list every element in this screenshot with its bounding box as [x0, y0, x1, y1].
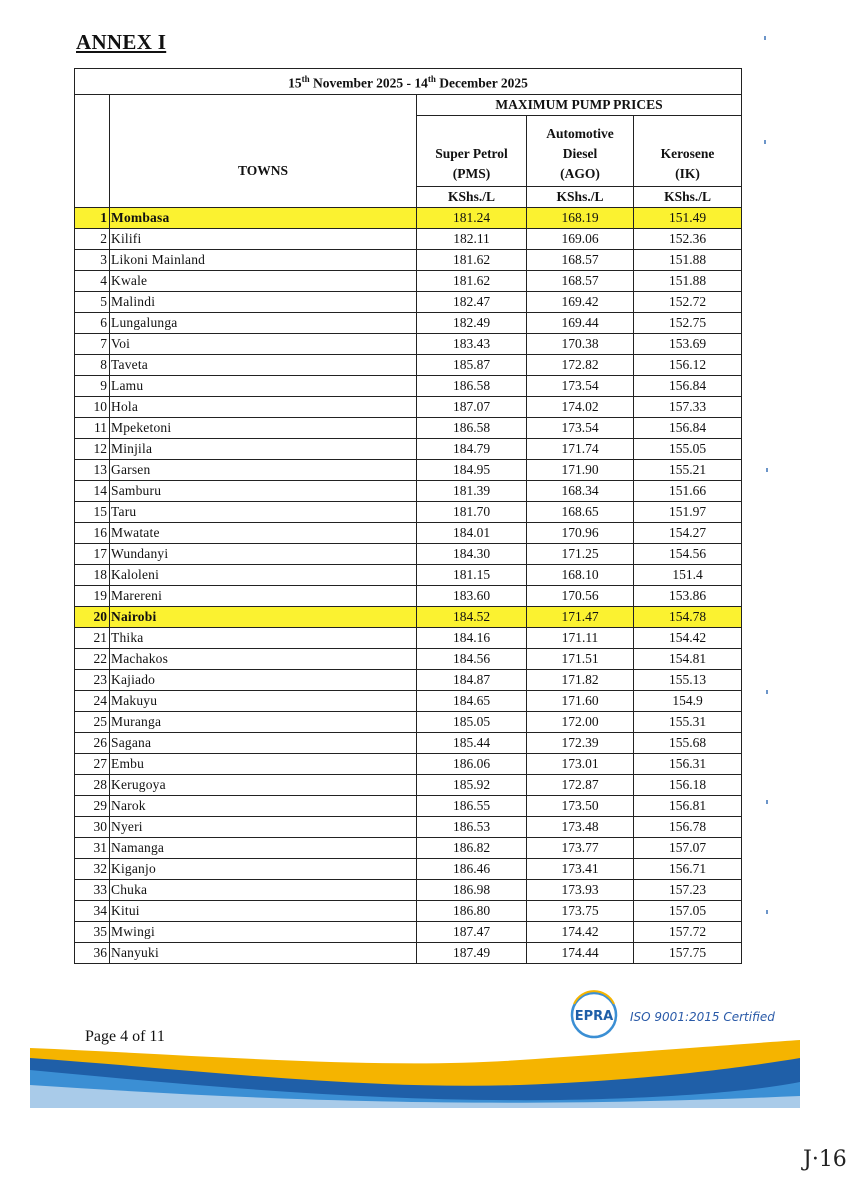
row-number: 32: [75, 858, 110, 879]
pms-price: 182.47: [417, 291, 527, 312]
pms-price: 184.65: [417, 690, 527, 711]
pms-price: 183.43: [417, 333, 527, 354]
ago-price: 174.02: [527, 396, 634, 417]
row-number: 26: [75, 732, 110, 753]
pms-price: 184.30: [417, 543, 527, 564]
table-row: [75, 585, 742, 606]
town-name: Sagana: [110, 732, 417, 753]
town-name: Taveta: [110, 354, 417, 375]
ago-price: 172.39: [527, 732, 634, 753]
ik-price: 151.4: [634, 564, 742, 585]
pms-price: 186.82: [417, 837, 527, 858]
table-row: [75, 249, 742, 270]
unit-label: KShs./L: [634, 186, 742, 207]
ik-price: 154.81: [634, 648, 742, 669]
pms-price: 186.58: [417, 375, 527, 396]
max-pump-prices-header: MAXIMUM PUMP PRICES: [417, 94, 742, 115]
table-row: [75, 753, 742, 774]
row-number: 7: [75, 333, 110, 354]
ik-price: 156.71: [634, 858, 742, 879]
ik-price: 154.9: [634, 690, 742, 711]
town-name: Kajiado: [110, 669, 417, 690]
town-name: Kaloleni: [110, 564, 417, 585]
ago-price: 171.90: [527, 459, 634, 480]
table-row: [75, 858, 742, 879]
ik-price: 157.33: [634, 396, 742, 417]
table-row: [75, 480, 742, 501]
handwritten-mark: J·16: [803, 1147, 847, 1172]
table-row: [75, 438, 742, 459]
pms-price: 186.46: [417, 858, 527, 879]
ago-price: 173.41: [527, 858, 634, 879]
row-number: 4: [75, 270, 110, 291]
town-name: Lamu: [110, 375, 417, 396]
pms-price: 187.07: [417, 396, 527, 417]
ik-price: 151.66: [634, 480, 742, 501]
row-number: 12: [75, 438, 110, 459]
pms-price: 187.49: [417, 942, 527, 963]
pms-price: 186.06: [417, 753, 527, 774]
pms-price: 181.24: [417, 207, 527, 228]
ago-price: 169.42: [527, 291, 634, 312]
pms-price: 184.79: [417, 438, 527, 459]
town-name: Kiganjo: [110, 858, 417, 879]
table-row: [75, 207, 742, 228]
pms-price: 186.53: [417, 816, 527, 837]
town-name: Machakos: [110, 648, 417, 669]
iso-certification: ISO 9001:2015 Certified: [630, 1010, 775, 1024]
town-name: Nyeri: [110, 816, 417, 837]
pms-price: 182.49: [417, 312, 527, 333]
table-row: [75, 816, 742, 837]
ago-price: 171.74: [527, 438, 634, 459]
table-row: [75, 459, 742, 480]
town-name: Taru: [110, 501, 417, 522]
super-petrol-header: Super Petrol (PMS): [417, 115, 527, 186]
table-row: [75, 564, 742, 585]
town-name: Garsen: [110, 459, 417, 480]
row-number: 16: [75, 522, 110, 543]
ago-price: 171.60: [527, 690, 634, 711]
scan-speck: [766, 468, 768, 472]
row-number: 9: [75, 375, 110, 396]
town-name: Mwingi: [110, 921, 417, 942]
table-row: [75, 711, 742, 732]
pms-price: 183.60: [417, 585, 527, 606]
row-number: 29: [75, 795, 110, 816]
pms-price: 186.98: [417, 879, 527, 900]
ik-price: 157.07: [634, 837, 742, 858]
row-number: 24: [75, 690, 110, 711]
ik-price: 156.12: [634, 354, 742, 375]
town-name: Likoni Mainland: [110, 249, 417, 270]
pms-price: 184.01: [417, 522, 527, 543]
pms-price: 181.62: [417, 249, 527, 270]
ago-price: 174.44: [527, 942, 634, 963]
town-name: Kilifi: [110, 228, 417, 249]
town-name: Namanga: [110, 837, 417, 858]
town-name: Nairobi: [110, 606, 417, 627]
town-name: Voi: [110, 333, 417, 354]
town-name: Malindi: [110, 291, 417, 312]
scan-speck: [766, 690, 768, 694]
table-row: [75, 312, 742, 333]
ago-price: 173.01: [527, 753, 634, 774]
ago-price: 173.75: [527, 900, 634, 921]
ik-price: 155.68: [634, 732, 742, 753]
logo-text: EPRA: [574, 1009, 614, 1024]
table-period-header: 15th November 2025 - 14th December 2025: [75, 69, 742, 95]
town-name: Lungalunga: [110, 312, 417, 333]
table-row: [75, 690, 742, 711]
diesel-header: Automotive Diesel (AGO): [527, 115, 634, 186]
table-row: [75, 333, 742, 354]
table-row: [75, 942, 742, 963]
table-row: [75, 543, 742, 564]
ago-price: 173.50: [527, 795, 634, 816]
table-row: [75, 879, 742, 900]
table-row: [75, 627, 742, 648]
scan-speck: [764, 140, 766, 144]
unit-label: KShs./L: [527, 186, 634, 207]
row-number: 17: [75, 543, 110, 564]
table-row: [75, 900, 742, 921]
ik-price: 156.31: [634, 753, 742, 774]
town-name: Kitui: [110, 900, 417, 921]
pms-price: 181.15: [417, 564, 527, 585]
table-row: [75, 795, 742, 816]
ik-price: 155.05: [634, 438, 742, 459]
ago-price: 168.57: [527, 249, 634, 270]
town-name: Mombasa: [110, 207, 417, 228]
ik-price: 152.36: [634, 228, 742, 249]
ago-price: 168.65: [527, 501, 634, 522]
row-number: 1: [75, 207, 110, 228]
page-number: Page 4 of 11: [85, 1028, 165, 1045]
scan-speck: [766, 800, 768, 804]
ago-price: 169.06: [527, 228, 634, 249]
ago-price: 174.42: [527, 921, 634, 942]
ago-price: 173.54: [527, 417, 634, 438]
row-number: 27: [75, 753, 110, 774]
ik-price: 155.13: [634, 669, 742, 690]
ik-price: 151.49: [634, 207, 742, 228]
ik-price: 156.84: [634, 375, 742, 396]
ago-price: 170.56: [527, 585, 634, 606]
row-number: 34: [75, 900, 110, 921]
row-number: 22: [75, 648, 110, 669]
row-number: 25: [75, 711, 110, 732]
ago-price: 171.51: [527, 648, 634, 669]
table-row: [75, 732, 742, 753]
town-name: Minjila: [110, 438, 417, 459]
ago-price: 170.96: [527, 522, 634, 543]
ik-price: 156.81: [634, 795, 742, 816]
pms-price: 187.47: [417, 921, 527, 942]
pms-price: 186.80: [417, 900, 527, 921]
ik-price: 156.84: [634, 417, 742, 438]
ik-price: 154.78: [634, 606, 742, 627]
ik-price: 154.56: [634, 543, 742, 564]
table-row: [75, 228, 742, 249]
row-number: 11: [75, 417, 110, 438]
row-number: 33: [75, 879, 110, 900]
kerosene-header: Kerosene (IK): [634, 115, 742, 186]
pms-price: 186.58: [417, 417, 527, 438]
ago-price: 169.44: [527, 312, 634, 333]
pms-price: 181.39: [417, 480, 527, 501]
pms-price: 184.16: [417, 627, 527, 648]
pump-prices-table: [74, 68, 742, 964]
ago-price: 173.48: [527, 816, 634, 837]
town-name: Mwatate: [110, 522, 417, 543]
number-column-header: [75, 94, 110, 207]
ik-price: 151.88: [634, 270, 742, 291]
row-number: 14: [75, 480, 110, 501]
ik-price: 157.05: [634, 900, 742, 921]
table-row: [75, 501, 742, 522]
scan-speck: [764, 36, 766, 40]
town-name: Mpeketoni: [110, 417, 417, 438]
ik-price: 157.23: [634, 879, 742, 900]
ago-price: 172.82: [527, 354, 634, 375]
ik-price: 156.78: [634, 816, 742, 837]
ago-price: 172.00: [527, 711, 634, 732]
row-number: 15: [75, 501, 110, 522]
row-number: 5: [75, 291, 110, 312]
row-number: 10: [75, 396, 110, 417]
town-name: Thika: [110, 627, 417, 648]
ik-price: 154.27: [634, 522, 742, 543]
ago-price: 168.19: [527, 207, 634, 228]
ago-price: 171.25: [527, 543, 634, 564]
annex-title: ANNEX I: [76, 30, 167, 54]
ik-price: 155.21: [634, 459, 742, 480]
row-number: 18: [75, 564, 110, 585]
row-number: 13: [75, 459, 110, 480]
table-row: [75, 417, 742, 438]
table-row: [75, 270, 742, 291]
ago-price: 171.82: [527, 669, 634, 690]
ik-price: 151.88: [634, 249, 742, 270]
town-name: Makuyu: [110, 690, 417, 711]
row-number: 20: [75, 606, 110, 627]
table-row: [75, 354, 742, 375]
town-name: Marereni: [110, 585, 417, 606]
ik-price: 153.86: [634, 585, 742, 606]
pms-price: 185.44: [417, 732, 527, 753]
ik-price: 157.75: [634, 942, 742, 963]
town-name: Narok: [110, 795, 417, 816]
row-number: 31: [75, 837, 110, 858]
pms-price: 181.70: [417, 501, 527, 522]
towns-header: TOWNS: [110, 94, 417, 207]
ago-price: 168.34: [527, 480, 634, 501]
ago-price: 173.93: [527, 879, 634, 900]
town-name: Hola: [110, 396, 417, 417]
town-name: Chuka: [110, 879, 417, 900]
table-row: [75, 921, 742, 942]
town-name: Muranga: [110, 711, 417, 732]
town-name: Wundanyi: [110, 543, 417, 564]
town-name: Kerugoya: [110, 774, 417, 795]
ago-price: 173.77: [527, 837, 634, 858]
ik-price: 157.72: [634, 921, 742, 942]
ik-price: 151.97: [634, 501, 742, 522]
ago-price: 172.87: [527, 774, 634, 795]
table-row: [75, 396, 742, 417]
ik-price: 156.18: [634, 774, 742, 795]
pms-price: 181.62: [417, 270, 527, 291]
pms-price: 185.05: [417, 711, 527, 732]
town-name: Kwale: [110, 270, 417, 291]
table-row: [75, 375, 742, 396]
town-name: Nanyuki: [110, 942, 417, 963]
row-number: 8: [75, 354, 110, 375]
row-number: 30: [75, 816, 110, 837]
pms-price: 185.92: [417, 774, 527, 795]
table-row: [75, 648, 742, 669]
ago-price: 168.10: [527, 564, 634, 585]
row-number: 2: [75, 228, 110, 249]
town-name: Samburu: [110, 480, 417, 501]
row-number: 36: [75, 942, 110, 963]
town-name: Embu: [110, 753, 417, 774]
row-number: 19: [75, 585, 110, 606]
row-number: 21: [75, 627, 110, 648]
pms-price: 184.52: [417, 606, 527, 627]
ago-price: 173.54: [527, 375, 634, 396]
row-number: 6: [75, 312, 110, 333]
ik-price: 153.69: [634, 333, 742, 354]
ago-price: 168.57: [527, 270, 634, 291]
table-row: [75, 669, 742, 690]
scan-speck: [766, 910, 768, 914]
table-row: [75, 522, 742, 543]
ik-price: 154.42: [634, 627, 742, 648]
ago-price: 171.47: [527, 606, 634, 627]
row-number: 35: [75, 921, 110, 942]
ago-price: 171.11: [527, 627, 634, 648]
pms-price: 182.11: [417, 228, 527, 249]
pms-price: 186.55: [417, 795, 527, 816]
pms-price: 184.56: [417, 648, 527, 669]
ik-price: 152.75: [634, 312, 742, 333]
pms-price: 184.95: [417, 459, 527, 480]
ik-price: 155.31: [634, 711, 742, 732]
table-row: [75, 291, 742, 312]
pms-price: 184.87: [417, 669, 527, 690]
ago-price: 170.38: [527, 333, 634, 354]
table-row: [75, 606, 742, 627]
row-number: 23: [75, 669, 110, 690]
table-row: [75, 774, 742, 795]
ik-price: 152.72: [634, 291, 742, 312]
unit-label: KShs./L: [417, 186, 527, 207]
row-number: 3: [75, 249, 110, 270]
table-row: [75, 837, 742, 858]
pms-price: 185.87: [417, 354, 527, 375]
row-number: 28: [75, 774, 110, 795]
